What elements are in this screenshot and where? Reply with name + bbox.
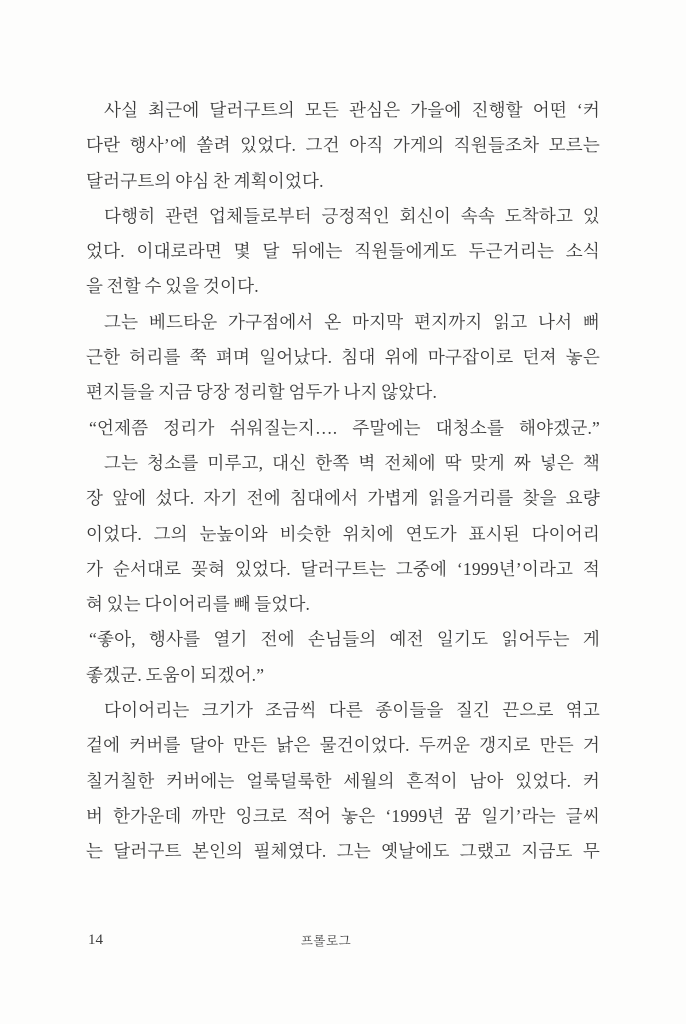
text-line: 그는 청소를 미루고, 대신 한쪽 벽 전체에 딱 맞게 짜 넣은 책 xyxy=(104,452,600,473)
text-line: 사실 최근에 달러구트의 모든 관심은 가을에 진행할 어떤 ‘커 xyxy=(104,100,600,120)
text-line: 장 앞에 섰다. 자기 전에 침대에서 가볍게 읽을거리를 찾을 요량 xyxy=(86,488,600,509)
text-line: 이었다. 그의 눈높이와 비슷한 위치에 연도가 표시된 다이어리 xyxy=(86,523,600,544)
text-line: 다란 행사’에 쏠려 있었다. 그건 아직 가게의 직원들조차 모르는 xyxy=(86,135,600,156)
body-text-block xyxy=(86,93,600,870)
text-line: 다행히 관련 업체들로부터 긍정적인 회신이 속속 도착하고 있 xyxy=(104,205,600,226)
text-line: 근한 허리를 쭉 펴며 일어났다. 침대 위에 마구잡이로 던져 놓은 xyxy=(86,347,600,368)
text-line: 칠거칠한 커버에는 얼룩덜룩한 세월의 흔적이 남아 있었다. 커 xyxy=(86,770,600,791)
text-line-dialogue: 좋겠군. 도움이 되겠어.” xyxy=(86,664,265,685)
text-line: 을 전할 수 있을 것이다. xyxy=(86,276,259,297)
page-number: 14 xyxy=(88,932,103,948)
text-line-dialogue: “언제쯤 정리가 쉬워질는지…. 주말에는 대청소를 해야겠군.” xyxy=(89,417,600,438)
running-head-section-title: 프롤로그 xyxy=(300,934,352,948)
text-line-dialogue: “좋아, 행사를 열기 전에 손님들의 예전 일기도 읽어두는 게 xyxy=(89,629,600,650)
text-line: 는 달러구트 본인의 필체였다. 그는 옛날에도 그랬고 지금도 무 xyxy=(86,841,600,862)
text-line: 겉에 커버를 달아 만든 낡은 물건이었다. 두꺼운 갱지로 만든 거 xyxy=(86,735,600,756)
text-line: 가 순서대로 꽂혀 있었다. 달러구트는 그중에 ‘1999년’이라고 적 xyxy=(86,558,600,579)
text-line: 버 한가운데 까만 잉크로 적어 놓은 ‘1999년 꿈 일기’라는 글씨 xyxy=(86,805,600,826)
text-line: 혀 있는 다이어리를 빼 들었다. xyxy=(86,594,311,615)
text-line: 었다. 이대로라면 몇 달 뒤에는 직원들에게도 두근거리는 소식 xyxy=(86,241,600,262)
text-line: 그는 베드타운 가구점에서 온 마지막 편지까지 읽고 나서 뻐 xyxy=(104,311,600,332)
text-line: 달러구트의 야심 찬 계획이었다. xyxy=(86,170,324,191)
text-line: 편지들을 지금 당장 정리할 엄두가 나지 않았다. xyxy=(86,382,438,403)
text-line: 다이어리는 크기가 조금씩 다른 종이들을 질긴 끈으로 엮고 xyxy=(104,700,600,721)
